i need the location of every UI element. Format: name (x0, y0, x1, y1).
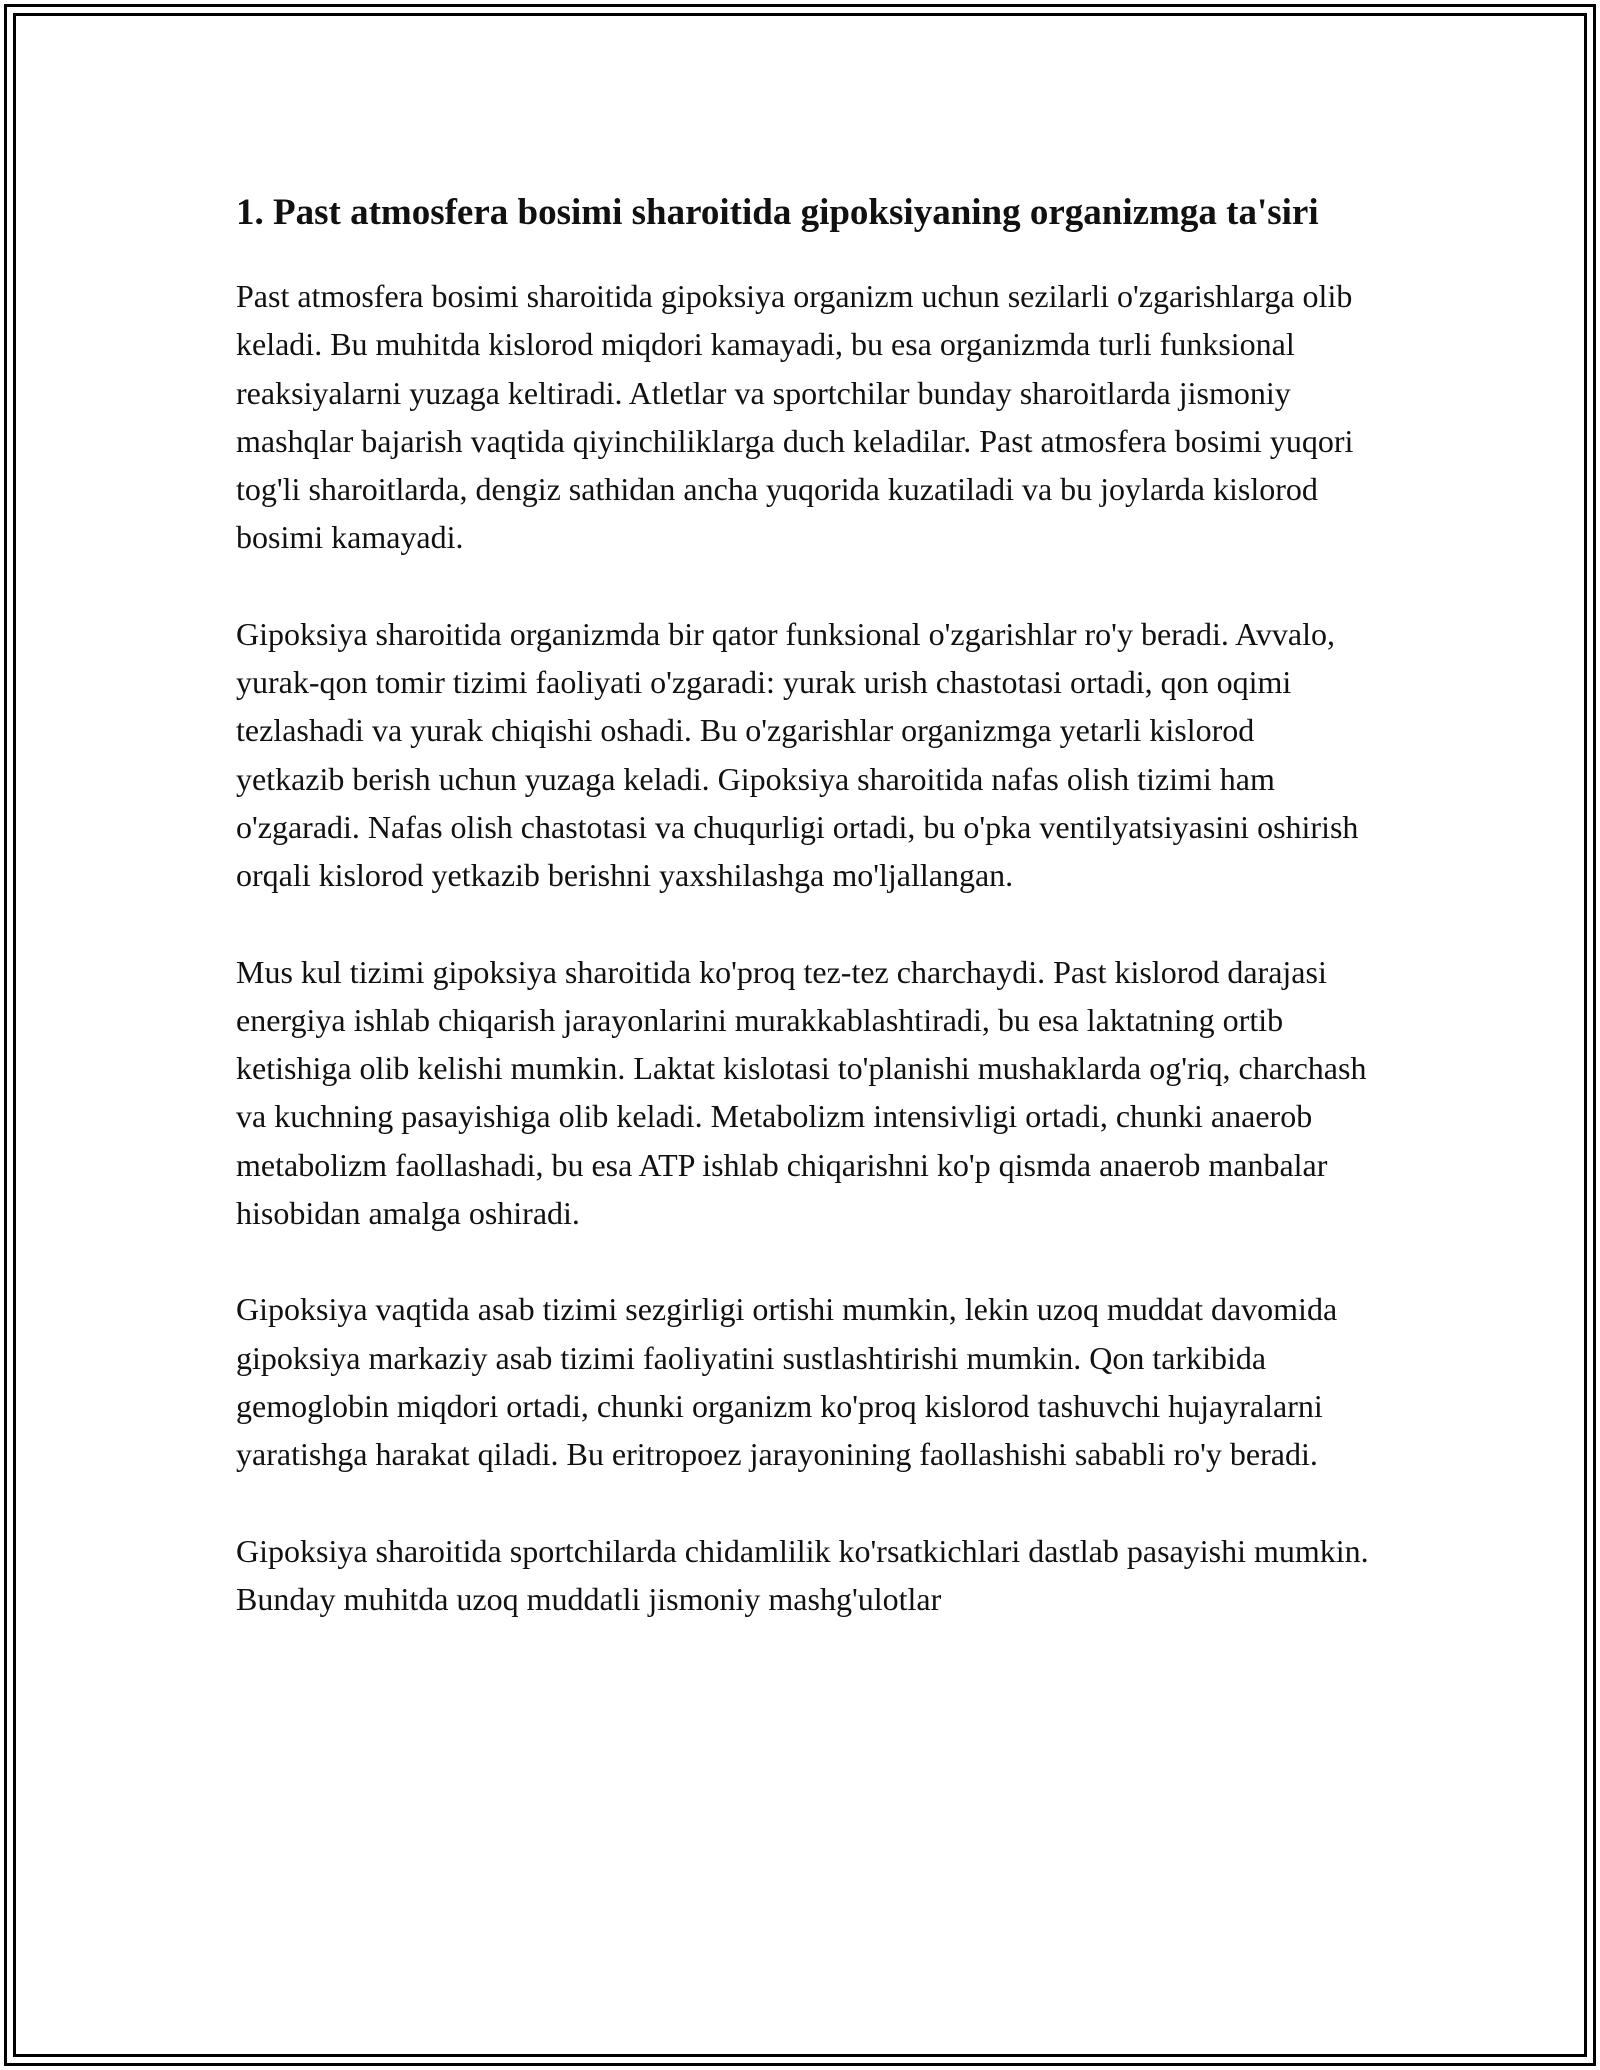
paragraph-1: Past atmosfera bosimi sharoitida gipoksiya organizm uchun sezilarli o'zgarishlarga olib keladi. Bu muhitda kislorod miqdori kamayadi, bu esa organizmda turli funksional reaksiyalarni yuzaga keltiradi. Atletlar va sportchilar bunday sharoitlarda jismoniy mashqlar bajarish vaqtida qiyinchiliklarga duch keladilar. Past atmosfera bosimi yuqori tog'li sharoitlarda, dengiz sathidan ancha yuqorida kuzatiladi va bu joylarda kislorod bosimi kamayadi. (236, 278, 1354, 556)
section-heading: 1. Past atmosfera bosimi sharoitida gipoksiyaning organizmga ta'siri (236, 192, 1319, 233)
paragraph-5: Gipoksiya sharoitida sportchilarda chidamlilik ko'rsatkichlari dastlab pasayishi mumkin. Bunday muhitda uzoq muddatli jismoniy mashg'ulotlar (236, 1532, 1369, 1617)
paragraph-4: Gipoksiya vaqtida asab tizimi sezgirligi ortishi mumkin, lekin uzoq muddat davomida gipoksiya markaziy asab tizimi faoliyatini sustlashtirishi mumkin. Qon tarkibida gemoglobin miqdori ortadi, chunki organizm ko'proq kislorod tashuvchi hujayralarni yaratishga harakat qiladi. Bu eritropoez jarayonining faollashishi sababli ro'y beradi. (236, 1291, 1338, 1473)
paragraph-2: Gipoksiya sharoitida organizmda bir qator funksional o'zgarishlar ro'y beradi. Avvalo, yurak-qon tomir tizimi faoliyati o'zgaradi: yurak urish chastotasi ortadi, qon oqimi tezlashadi va yurak chiqishi oshadi. Bu o'zgarishlar organizmga yetarli kislorod yetkazib berish uchun yuzaga keladi. Gipoksiya sharoitida nafas olish tizimi ham o'zgaradi. Nafas olish chastotasi va chuqurligi ortadi, bu o'pka ventilyatsiyasini oshirish orqali kislorod yetkazib berishni yaxshilashga mo'ljallangan. (236, 615, 1359, 894)
paragraph-3: Mus kul tizimi gipoksiya sharoitida ko'proq tez-tez charchaydi. Past kislorod darajasi energiya ishlab chiqarish jarayonlarini murakkablashtiradi, bu esa laktatning ortib ketishiga olib kelishi mumkin. Laktat kislotasi to'planishi mushaklarda og'riq, charchash va kuchning pasayishiga olib keladi. Metabolizm intensivligi ortadi, chunki anaerob metabolizm faollashadi, bu esa ATP ishlab chiqarishni ko'p qismda anaerob manbalar hisobidan amalga oshiradi. (236, 953, 1367, 1232)
document-body (236, 186, 1370, 1671)
